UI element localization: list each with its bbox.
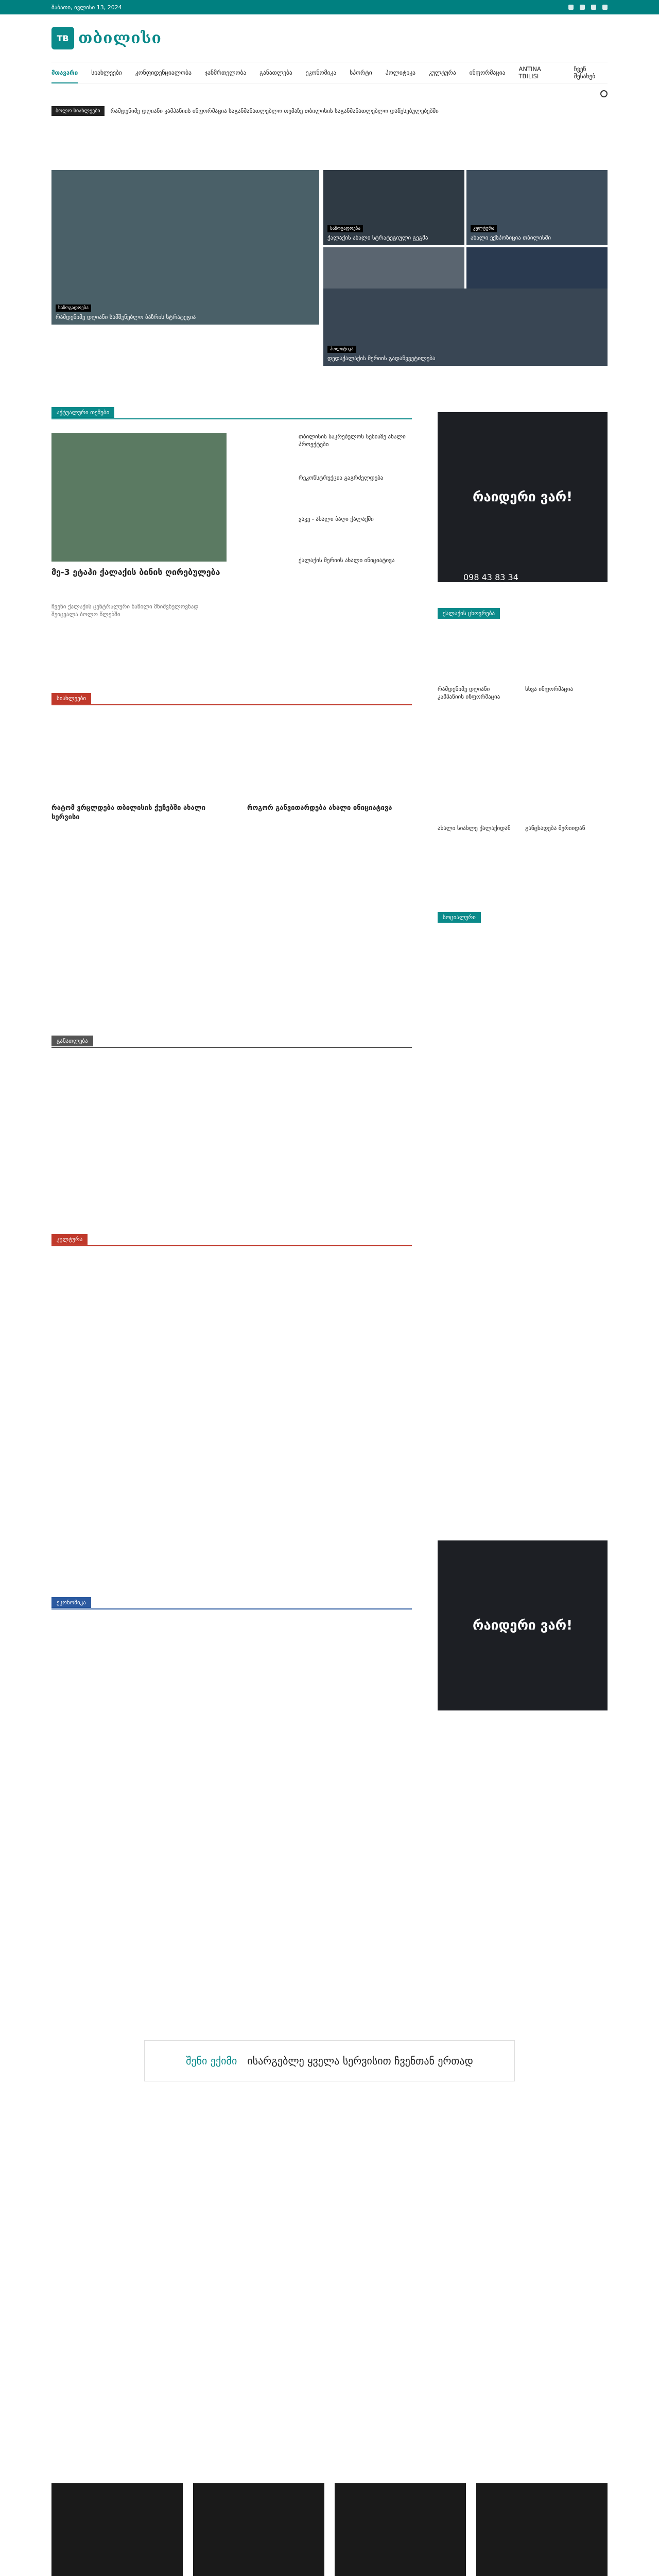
sidebar-item[interactable]: ახალი სიახლე ქალაქიდან [438, 825, 511, 832]
tile-title: რამდენიმე დღიანი სამშენებლო ბაზრის სტრატეგია [56, 314, 196, 320]
ad-text: რაიდერი ვარ! [473, 1618, 573, 1633]
sidebar-item[interactable]: განცხადება მერიიდან [525, 825, 585, 832]
dark-tile[interactable] [335, 2483, 466, 2576]
tile-title: ახალი ექსპოზიცია თბილისში [471, 234, 551, 241]
tile-title: ქალაქის ახალი სტრატეგიული გეგმა [327, 234, 428, 241]
tile-category: საზოგადოება [327, 225, 363, 232]
list-item[interactable]: ქალაქის მერიის ახალი ინიციატივა [299, 557, 395, 564]
tile-category: კულტურა [471, 225, 497, 232]
section-title: აქტუალური თემები [51, 407, 114, 418]
section-divider [51, 418, 412, 419]
dark-tile[interactable] [51, 2483, 183, 2576]
ad-phone: 098 43 83 34 [463, 572, 518, 582]
nav-item-sport[interactable]: სპორტი [350, 69, 372, 76]
top-tile[interactable] [323, 170, 464, 245]
news-ticker [51, 104, 608, 117]
nav-item-news[interactable]: სიახლეები [91, 69, 122, 76]
qr-text: ისარგებლე ყველა სერვისით ჩვენთან ერთად [247, 2055, 473, 2067]
nav-item-education[interactable]: განათლება [259, 69, 292, 76]
search-icon[interactable] [600, 90, 608, 97]
dark-tile[interactable] [193, 2483, 324, 2576]
nav-item-health[interactable]: ჯანმრთელობა [204, 69, 247, 76]
top-tile[interactable] [466, 170, 608, 245]
section-title: განათლება [51, 1036, 93, 1046]
ticker-text[interactable]: რამდენიმე დღიანი კამპანიის ინფორმაცია საგანმანათლებლო თემაზე თბილისის საგანმანათლებლო დაწესებულებებში [110, 107, 439, 114]
nav-item-economy[interactable]: ეკონომიკა [305, 69, 337, 76]
nav-item-about[interactable]: ჩვენ შესახებ [574, 65, 596, 80]
main-nav [51, 62, 608, 83]
current-date: შაბათი, ივლისი 13, 2024 [51, 4, 122, 11]
ticker-label: ბოლო სიახლეები [51, 106, 105, 116]
qr-banner[interactable] [144, 2040, 515, 2081]
section-title: სიახლეები [51, 693, 91, 704]
section-divider [51, 1608, 412, 1609]
post-title[interactable]: რატომ ვრცლდება თბილისის ქუჩებში ახალი სერვისი [51, 804, 206, 822]
main-post-desc: ჩვენი ქალაქის ცენტრალური ნაწილი მნიშვნელოვნად შეიცვალა ბოლო წლებში [51, 603, 199, 618]
nav-item-home[interactable]: მთავარი [51, 69, 78, 83]
ad-banner[interactable] [438, 1540, 608, 1710]
sidebar-title: ქალაქის ცხოვრება [438, 608, 500, 619]
instagram-icon[interactable] [591, 5, 596, 10]
list-item[interactable]: რეკონსტრუქცია გაგრძელდება [299, 474, 384, 481]
tile-category: საზოგადოება [56, 304, 91, 312]
section-divider [51, 1047, 412, 1048]
list-item[interactable]: ვაკე - ახალი ბაღი ქალაქში [299, 516, 374, 522]
nav-item-politics[interactable]: პოლიტიკა [385, 69, 416, 76]
logo-mark: TB [51, 27, 74, 49]
dark-tile[interactable] [476, 2483, 608, 2576]
sidebar-item[interactable]: რამდენიმე დღიანი კამპანიის ინფორმაცია [438, 686, 500, 701]
nav-item-info[interactable]: ინფორმაცია [469, 69, 506, 76]
qr-brand: შენი ექიმი [186, 2055, 237, 2067]
youtube-icon[interactable] [602, 5, 608, 10]
featured-tile[interactable] [51, 170, 319, 325]
facebook-icon[interactable] [568, 5, 574, 10]
section-title: ეკონომიკა [51, 1597, 91, 1608]
nav-item-privacy[interactable]: კონფიდენციალობა [135, 69, 192, 76]
top-tile[interactable] [323, 289, 608, 366]
twitter-icon[interactable] [580, 5, 585, 10]
tile-category: პოლიტიკა [327, 346, 356, 353]
section-divider [51, 1245, 412, 1246]
logo-text: თბილისი [78, 29, 162, 47]
section-title: კულტურა [51, 1234, 88, 1245]
post-title[interactable]: როგორ განვითარდება ახალი ინიციატივა [247, 804, 392, 812]
social-links [568, 5, 608, 10]
list-item[interactable]: თბილისის საკრებულოს სესიაზე ახალი პროექტები [299, 433, 406, 448]
sidebar-item[interactable]: სხვა ინფორმაცია [525, 686, 574, 692]
nav-item-culture[interactable]: კულტურა [429, 69, 456, 76]
section-divider [51, 704, 412, 705]
site-header [0, 14, 659, 62]
site-logo[interactable] [51, 27, 162, 49]
top-bar [0, 0, 659, 14]
main-post-title[interactable]: მე-3 ეტაპი ქალაქის ბინის ღირებულება [51, 567, 220, 577]
nav-item-antina[interactable]: ANTINA TBILISI [518, 65, 541, 80]
tile-title: დედაქალაქის მერიის გადაწყვეტილება [327, 355, 436, 362]
ad-banner[interactable] [438, 412, 608, 582]
ad-text: რაიდერი ვარ! [473, 489, 573, 505]
search-bar [51, 83, 608, 104]
main-post-image[interactable] [51, 433, 227, 562]
sidebar-title: სოციალური [438, 912, 481, 923]
